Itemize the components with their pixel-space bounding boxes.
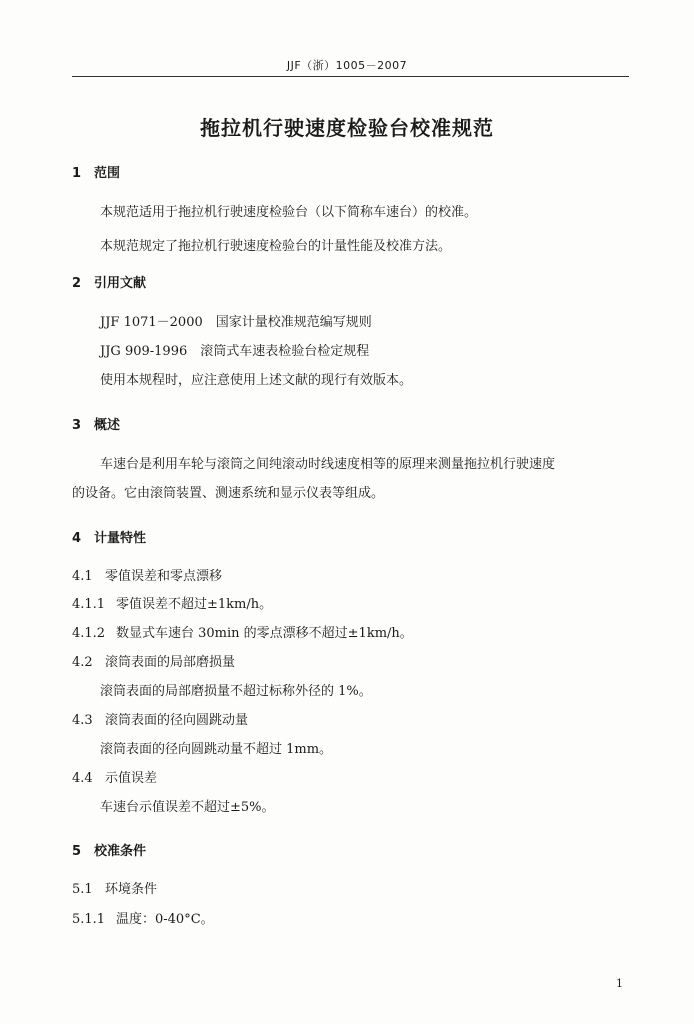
- clause-number: 4.1: [72, 569, 93, 584]
- paragraph: 使用本规程时，应注意使用上述文献的现行有效版本。: [100, 373, 413, 388]
- paragraph: 本规范规定了拖拉机行驶速度检验台的计量性能及校准方法。: [100, 239, 452, 254]
- clause-number: 4.1.2: [72, 626, 106, 641]
- section-title: 引用文献: [94, 276, 147, 291]
- clause-number: 4.2: [72, 655, 93, 670]
- clause-text: 零值误差和零点漂移: [105, 569, 223, 584]
- clause-number: 4.3: [72, 713, 93, 728]
- reference-item: JJF 1071－2000 国家计量校准规范编写规则: [100, 315, 372, 330]
- clause-4-3: [72, 709, 248, 728]
- clause-text: 温度：0-40°C。: [116, 912, 214, 927]
- header-divider: [72, 76, 629, 77]
- clause-text: 零值误差不超过±1km/h。: [116, 597, 273, 612]
- clause-4-4: [72, 767, 157, 786]
- section-title: 校准条件: [94, 844, 147, 859]
- section-title: 范围: [94, 166, 121, 181]
- clause-body: 滚筒表面的径向圆跳动量不超过 1mm。: [100, 742, 333, 757]
- section-3-heading: [72, 414, 120, 433]
- clause-text: 滚筒表面的径向圆跳动量: [105, 713, 249, 728]
- clause-text: 示值误差: [105, 771, 158, 786]
- page-number: 1: [616, 977, 623, 990]
- document-title: 拖拉机行驶速度检验台校准规范: [200, 116, 494, 140]
- clause-body: 车速台示值误差不超过±5%。: [100, 800, 275, 815]
- section-number: 1: [72, 166, 82, 181]
- clause-4-1-2: [72, 622, 413, 641]
- section-number: 3: [72, 418, 82, 433]
- clause-5-1: [72, 878, 157, 897]
- clause-4-1: [72, 565, 222, 584]
- clause-text: 数显式车速台 30min 的零点漂移不超过±1km/h。: [116, 626, 413, 641]
- clause-number: 4.4: [72, 771, 93, 786]
- section-number: 5: [72, 844, 82, 859]
- section-number: 2: [72, 276, 82, 291]
- paragraph: 本规范适用于拖拉机行驶速度检验台（以下简称车速台）的校准。: [100, 205, 478, 220]
- reference-item: JJG 909-1996 滚筒式车速表检验台检定规程: [100, 344, 370, 359]
- section-4-heading: [72, 527, 146, 546]
- clause-body: 滚筒表面的局部磨损量不超过标称外径的 1%。: [100, 684, 372, 699]
- clause-text: 滚筒表面的局部磨损量: [105, 655, 236, 670]
- clause-5-1-1: [72, 908, 214, 927]
- paragraph: 车速台是利用车轮与滚筒之间纯滚动时线速度相等的原理来测量拖拉机行驶速度: [100, 457, 556, 472]
- clause-number: 5.1: [72, 882, 93, 897]
- document-header-code: JJF（浙）1005－2007: [286, 59, 408, 72]
- section-5-heading: [72, 840, 146, 859]
- section-title: 概述: [94, 418, 121, 433]
- paragraph: 的设备。它由滚筒装置、测速系统和显示仪表等组成。: [72, 486, 385, 501]
- section-1-heading: [72, 162, 120, 181]
- clause-number: 5.1.1: [72, 912, 106, 927]
- section-number: 4: [72, 531, 82, 546]
- section-title: 计量特性: [94, 531, 147, 546]
- clause-number: 4.1.1: [72, 597, 106, 612]
- clause-4-1-1: [72, 593, 272, 612]
- section-2-heading: [72, 272, 146, 291]
- clause-4-2: [72, 651, 235, 670]
- clause-text: 环境条件: [105, 882, 158, 897]
